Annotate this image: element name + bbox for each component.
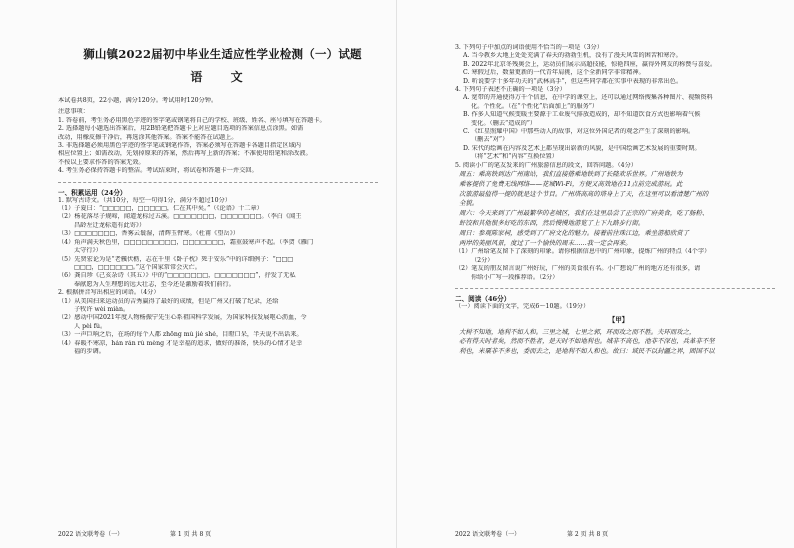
option-line: D. 宋代的绘画在内容及艺术上都呈现出崭新的风貌，是中国绘画艺术发展的重要时期。 xyxy=(463,144,701,152)
note-line: 1. 答卷前，考生务必用黑色字迹的签字笔或钢笔将自己的学校、班级、姓名、座号填写在答题卡。 xyxy=(58,116,326,124)
material-line: 虾饺和其他很多好吃的东西，然后慢慢地游览了上下九路步行街。 xyxy=(459,219,645,228)
section-heading: 一、积累运用（24分） xyxy=(58,188,127,197)
passage-line: 大树不知地，地利不如人和。三里之城，七里之郭，环而攻之而不胜。夫环而攻之， xyxy=(459,327,696,336)
note-line: 不按以上要求作答的答案无效。 xyxy=(58,158,145,166)
material-line: 乘客提供了免费无线网络——花城Wi-Fi，方便又高效地在11点前完成游玩。此 xyxy=(459,179,683,188)
question-line: （5）先贤宏论为是“老骥伏枥，志在千里《卧子枕》死于安乐”中的详细例子：“□□□ xyxy=(58,255,294,263)
note-line: 3. 非选择题必须用黑色字迹的签字笔或钢笔作答，答案必须写在答题卡各题目指定区域内 xyxy=(58,142,301,150)
question-line: （2）杨花落尽子规啼，闻道龙标过五溪。□□□□□□□，□□□□□□□。（李白《闻王 xyxy=(58,213,302,221)
note-line: 改动，用橡皮擦干净后，再选涂其他答案。答案不能答在试题上。 xyxy=(58,133,238,141)
question-line: （2）感动中国2021年度人物杨振宁先生心系祖国科学发展，为国家科技发展呕心沥血，令 xyxy=(58,314,307,322)
question-line: 2. 根据拼音写出相应的词语。（4分） xyxy=(58,289,160,297)
option-line: （将“艺术”和“内容”互换位置） xyxy=(471,153,558,161)
exam-info: 本试卷共8页，22小题，满分120分。考试用时120分钟。 xyxy=(58,97,218,104)
material-line: 全貌。 xyxy=(459,199,479,208)
question-line: （1）子夏曰：“□□□□□，□□□□□，仁在其中矣。”（《论语》十二章） xyxy=(58,205,263,213)
divider xyxy=(58,182,378,183)
material-line: 周五：乘高铁到达广州南站，我们直接搭乘地铁到了长隆欢乐世界。广州地铁为 xyxy=(459,170,683,179)
subject-title: 语 文 xyxy=(190,70,255,84)
question-line: （4）春暖不寒凉，hán rán rù mèng 才是幸福的追求，做好的准备，快乐的心情才是幸 xyxy=(58,339,303,347)
note-line: 相应位置上；如需改动，先划掉原来的答案，然后再写上新的答案；不准使用铅笔和涂改液。 xyxy=(58,150,312,158)
notes-title: 注意事项： xyxy=(58,108,89,116)
note-line: 2. 选择题每小题选出答案后，用2B铅笔把答题卡上对应题目选项的答案信息点涂黑。如需 xyxy=(58,125,304,133)
question-line: （2）笔友的朋友留言说广州好玩，广州的美食很有名。小广想说广州的地方还有很多，请 xyxy=(455,265,701,273)
option-line: C. 《红星照耀中国》中那些动人的故事，对这位外国记者的观念产生了深刻的影响。 xyxy=(463,128,695,136)
question-line: 1. 默写古诗文。（共10分，每空一句得1分，满分不超过10分） xyxy=(58,196,231,204)
option-line: D. 听说要学十多年功夫的“武林高手”，但这些同学都在实事中表现的非常出色。 xyxy=(463,77,683,85)
question-line: 昌龄左迁龙标遥有此寄》） xyxy=(74,221,146,229)
question-line: 4. 下列句子表述不正确的一项是（3分） xyxy=(455,86,566,94)
question-line: （3）一声巨响之后，在场的每个人都 zhōng mù jié shé，目瞪口呆，半天说不出话来。 xyxy=(58,331,303,339)
option-line: （删去“对”） xyxy=(471,136,509,144)
material-line: 周日：参观陈家祠，感受到了广府文化的魅力。接着前往珠江边，乘坐游船欣赏了 xyxy=(459,228,690,237)
question-line: 人 pèi fú。 xyxy=(74,322,107,330)
footer-exam-name: 2022 语文联考卷（一） xyxy=(455,531,521,538)
page-2 xyxy=(397,0,794,548)
question-line: （1）广州给笔友留下了深刻的印象。请你根据信息中的广州印象，提炼广州的特点（4个字） xyxy=(455,248,711,256)
material-line: 周六：今天来到了广州最繁华的老城区，我们在这里品尝了正宗的广府美食，吃了肠粉、 xyxy=(459,209,709,218)
reading-intro: （一）阅读下面的文字，完成6～10题。（19分） xyxy=(455,303,590,311)
option-line: A. 当今教乡大地上处处充满了春天的勃勃生机，没有了漫天风雪的困苦和寒冷。 xyxy=(463,52,682,60)
footer-exam-name: 2022 语文联考卷（一） xyxy=(58,531,124,538)
option-line: 化。个性化。（在“个性化”后面加上“的服务”） xyxy=(471,102,599,110)
question-line: （6）龚自珍《己亥杂诗（其五）》中的“□□□□□□□，□□□□□□□”，抒发了无私 xyxy=(58,272,296,280)
passage-label: 【甲】 xyxy=(608,315,629,324)
option-line: B. 作多人知道气候变暖主要源于工业废气排放造成的，却不知道饮食方式也影响着气候 xyxy=(463,111,701,119)
question-line: （2分） xyxy=(471,256,494,264)
footer-page-number: 第 1 页 共 8 页 xyxy=(170,531,212,538)
question-line: 太守行》） xyxy=(74,247,102,255)
question-line: （4）角声满天秋色里，□□□□□□□□□，□□□□□□□，霜重鼓寒声不起。（李贺《雁门 xyxy=(58,238,314,246)
exam-title: 狮山镇2022届初中毕业生适应性学业检测（一）试题 xyxy=(83,47,362,61)
material-line: 次旅游最值得一提的就是这个节目。广州塔高高的塔身上了天，在这里可以看清楚广州的 xyxy=(459,189,709,198)
option-line: B. 2022年北京冬残奥会上，运动员们展示高超技能，惊艳四座，赢得外网友的称赞与喜爱。 xyxy=(463,60,717,68)
question-line: 子牧许 wèi miàn。 xyxy=(74,305,130,313)
passage-line: 利也，米粟非不多也，委而去之，是地利不如人和也。故曰：域民不以封疆之界，固国不以 xyxy=(459,347,715,356)
question-line: 5. 阅读小广的笔友发来的广州旅游信息的段文，回答问题。（4分） xyxy=(455,161,637,169)
question-line: 奉献愿为人生理想的远大壮志，至今还是激励着我们前行。 xyxy=(74,280,235,288)
question-line: 福的步调。 xyxy=(74,347,105,355)
question-line: （3）□□□□□□□，香雾云鬟湿，清辉玉臂寒。（杜甫《望岳》） xyxy=(58,230,239,238)
note-line: 4. 考生务必保持答题卡的整洁。考试结束时，将试卷和答题卡一并交回。 xyxy=(58,167,258,175)
section-heading: 二、阅读（46分） xyxy=(455,295,511,304)
question-line: □□□，□□□□□□。”这个国家常常会灭亡。 xyxy=(74,263,201,271)
option-line: C. 寒假过后，数量更新的一代青年肩挑，这个全新同学非常精神。 xyxy=(463,69,645,77)
question-line: 3. 下列句子中加点的词语使用不恰当的一项是（3分） xyxy=(455,44,603,51)
passage-line: 必有得天时者矣，然而不胜者，是天时不如地利也。城非不高也，池非不深也，兵革非不坚 xyxy=(459,337,715,346)
question-line: （1）从美国扫来运动员的吉秀赢得了最好的成绩，但是广州又打破了纪录，还给 xyxy=(58,297,279,305)
option-line: 变化。（删去“造成的”） xyxy=(471,119,537,127)
divider xyxy=(455,288,775,289)
footer-page-number: 第 2 页 共 8 页 xyxy=(567,531,609,538)
question-line: 你给小广写一段推荐语。（2分） xyxy=(471,273,559,281)
option-line: A. 宽带的开通使得万千个信息，在中学的课堂上，还可以通过网络搜集各种图片、视频资料 xyxy=(463,94,713,102)
material-line: 两岸的美丽风景，度过了一个愉快的周末……我一定会再来。 xyxy=(459,238,632,247)
